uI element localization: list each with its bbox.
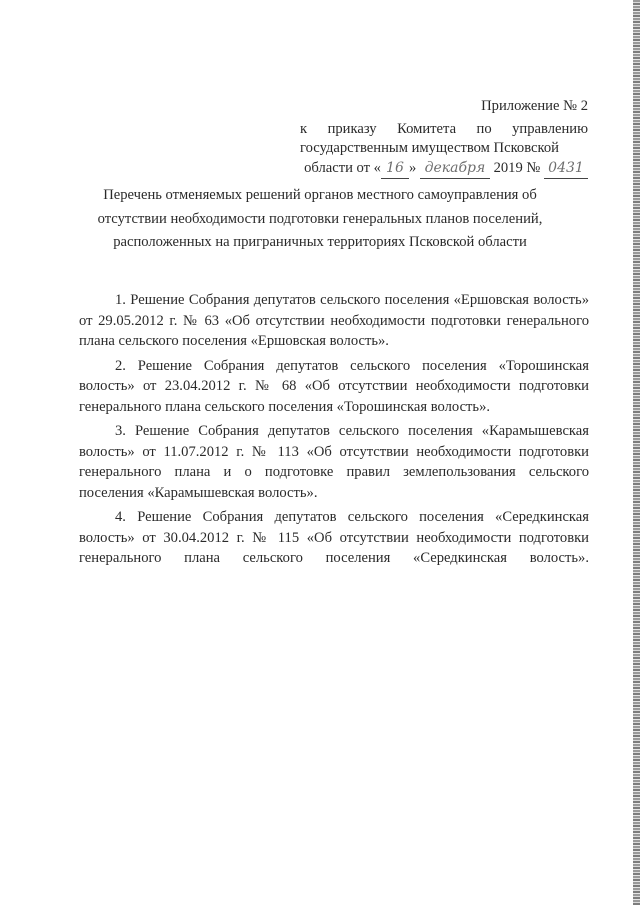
- heading-line-3: расположенных на приграничных территориях Псковской области: [113, 234, 527, 250]
- decision-item-3: 3. Решение Собрания депутатов сельского поселения «Карамышевская волость» от 11.07.2012 г. № 113 «Об отсутствии необходимости подготовки генерального плана и о подготовке правил землепользования сельского поселения «Карамышевская волость».: [79, 423, 589, 501]
- handwritten-number: 0431: [544, 159, 588, 180]
- appendix-year: 2019 №: [493, 159, 541, 176]
- appendix-mid-quote: »: [408, 159, 417, 176]
- appendix-text: к приказу Комитета по управлению государственным имуществом Псковской: [300, 120, 588, 156]
- decision-item-2: 2. Решение Собрания депутатов сельского поселения «Торошинская волость» от 23.04.2012 г. № 68 «Об отсутствии необходимости подготовки генерального плана сельского поселения «Торошинская волость».: [79, 357, 589, 415]
- decision-list: [79, 290, 589, 573]
- document-heading: [86, 184, 554, 255]
- appendix-date-line: [300, 159, 588, 180]
- appendix-tail-prefix: области от «: [304, 159, 381, 176]
- decision-item-4: 4. Решение Собрания депутатов сельского поселения «Середкинская волость» от 30.04.2012 г. № 115 «Об отсутствии необходимости подготовки генерального плана сельского поселения «Середкинская волость».: [79, 509, 589, 566]
- scan-edge: [633, 0, 640, 905]
- heading-line-1: Перечень отменяемых решений органов местного самоуправления об: [103, 187, 537, 203]
- handwritten-month: декабря: [420, 159, 490, 180]
- decision-item-1: 1. Решение Собрания депутатов сельского поселения «Ершовская волость» от 29.05.2012 г. № 63 «Об отсутствии необходимости подготовки генерального плана сельского поселения «Ершовская волость».: [79, 292, 589, 349]
- heading-line-2: отсутствии необходимости подготовки генеральных планов поселений,: [97, 210, 543, 227]
- appendix-title: Приложение № 2: [481, 98, 588, 114]
- appendix-block: [300, 97, 588, 179]
- handwritten-day: 16: [381, 159, 409, 180]
